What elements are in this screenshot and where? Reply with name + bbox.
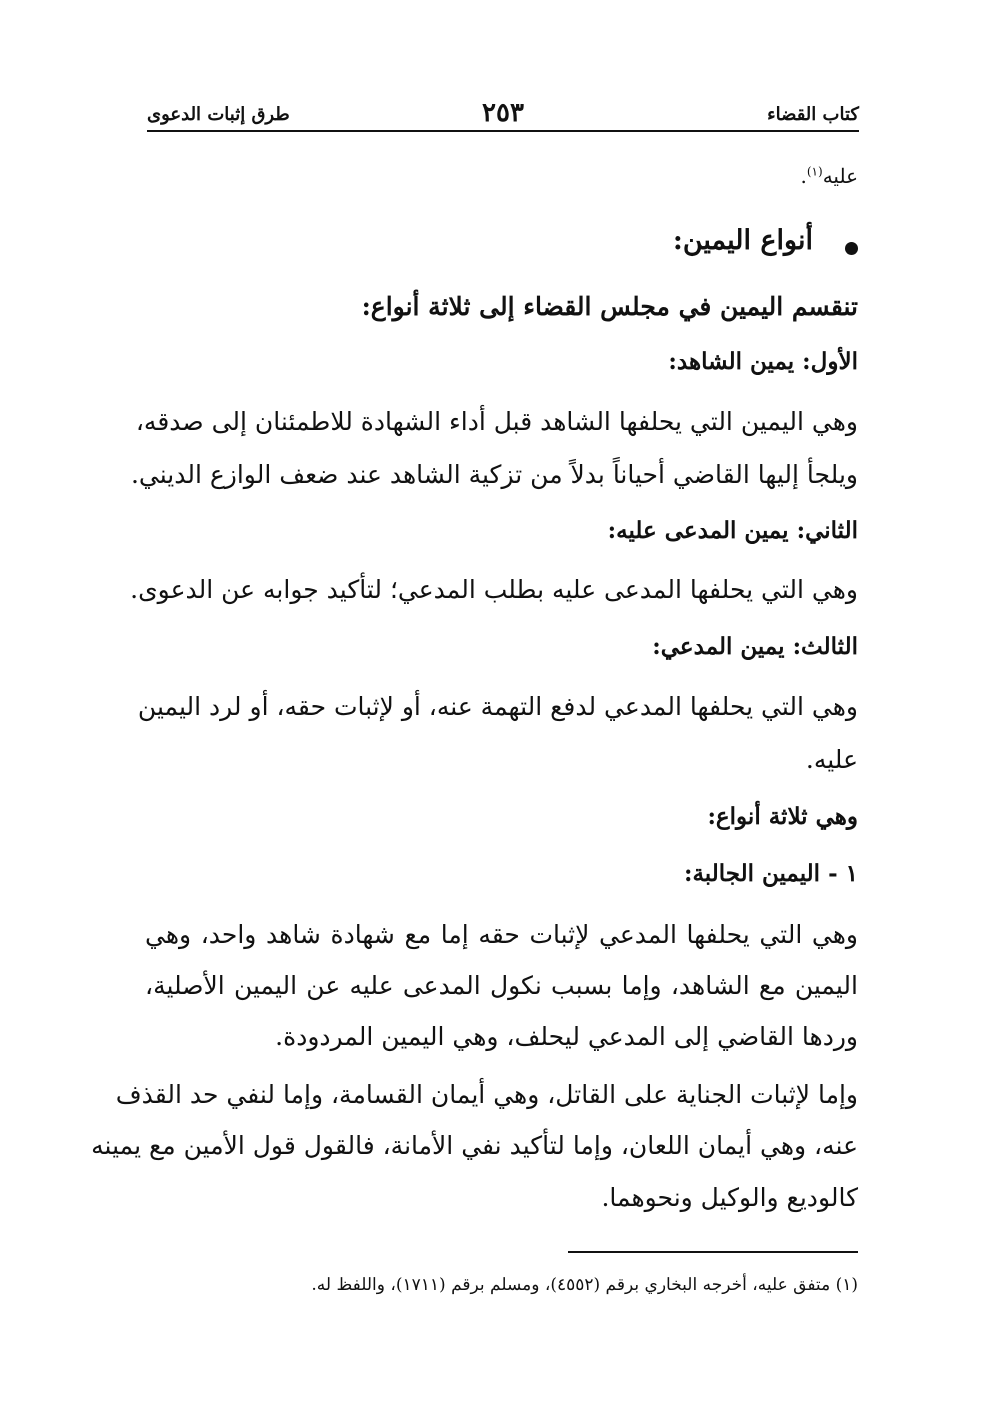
three-types-heading: وهي ثلاثة أنواع: <box>707 803 858 830</box>
running-header <box>147 100 859 132</box>
type1-text-line-4: وإما لإثبات الجناية على القاتل، وهي أيمان القسامة، وإما لنفي حد القذف <box>115 1080 858 1109</box>
footnote-ref: (١) <box>806 164 823 179</box>
first-text-line-2: ويلجأ إليها القاضي أحياناً بدلاً من تزكية الشاهد عند ضعف الوازع الديني. <box>130 460 858 489</box>
chapter-title: طرق إثبات الدعوى <box>147 104 290 125</box>
book-title: كتاب القضاء <box>767 104 859 125</box>
section-title: أنواع اليمين: <box>672 225 813 256</box>
second-heading: الثاني: يمين المدعى عليه: <box>607 517 858 544</box>
type1-text-line-6: كالوديع والوكيل ونحوهما. <box>601 1183 858 1212</box>
intro-heading: تنقسم اليمين في مجلس القضاء إلى ثلاثة أنواع: <box>361 292 858 321</box>
footnote: (١) متفق عليه، أخرجه البخاري برقم (٤٥٥٢)، ومسلم برقم (١٧١١)، واللفظ له. <box>311 1275 858 1295</box>
first-text-line-1: وهي اليمين التي يحلفها الشاهد قبل أداء الشهادة للاطمئنان إلى صدقه، <box>135 407 858 436</box>
type1-text-line-5: عنه، وهي أيمان اللعان، وإما لتأكيد نفي الأمانة، فالقول قول الأمين مع يمينه <box>91 1131 858 1160</box>
footnote-separator <box>568 1251 858 1253</box>
type1-heading: ١ - اليمين الجالبة: <box>683 860 858 887</box>
third-text-line-2: عليه. <box>805 745 858 774</box>
page-number: ٢٥٣ <box>482 98 524 128</box>
third-heading: الثالث: يمين المدعي: <box>652 633 858 660</box>
continuation-end: . <box>800 164 807 188</box>
continuation-word: عليه <box>822 164 858 188</box>
third-text-line-1: وهي التي يحلفها المدعي لدفع التهمة عنه، أو لإثبات حقه، أو لرد اليمين <box>137 692 858 721</box>
continuation-line <box>801 164 859 188</box>
first-heading: الأول: يمين الشاهد: <box>668 348 858 375</box>
bullet-icon <box>845 242 858 255</box>
type1-text-line-3: وردها القاضي إلى المدعي ليحلف، وهي اليمين المردودة. <box>275 1022 858 1051</box>
type1-text-line-1: وهي التي يحلفها المدعي لإثبات حقه إما مع شهادة شاهد واحد، وهي <box>145 920 858 949</box>
second-text: وهي التي يحلفها المدعى عليه بطلب المدعي؛ لتأكيد جوابه عن الدعوى. <box>130 575 858 604</box>
type1-text-line-2: اليمين مع الشاهد، وإما بسبب نكول المدعى عليه عن اليمين الأصلية، <box>145 971 858 1000</box>
